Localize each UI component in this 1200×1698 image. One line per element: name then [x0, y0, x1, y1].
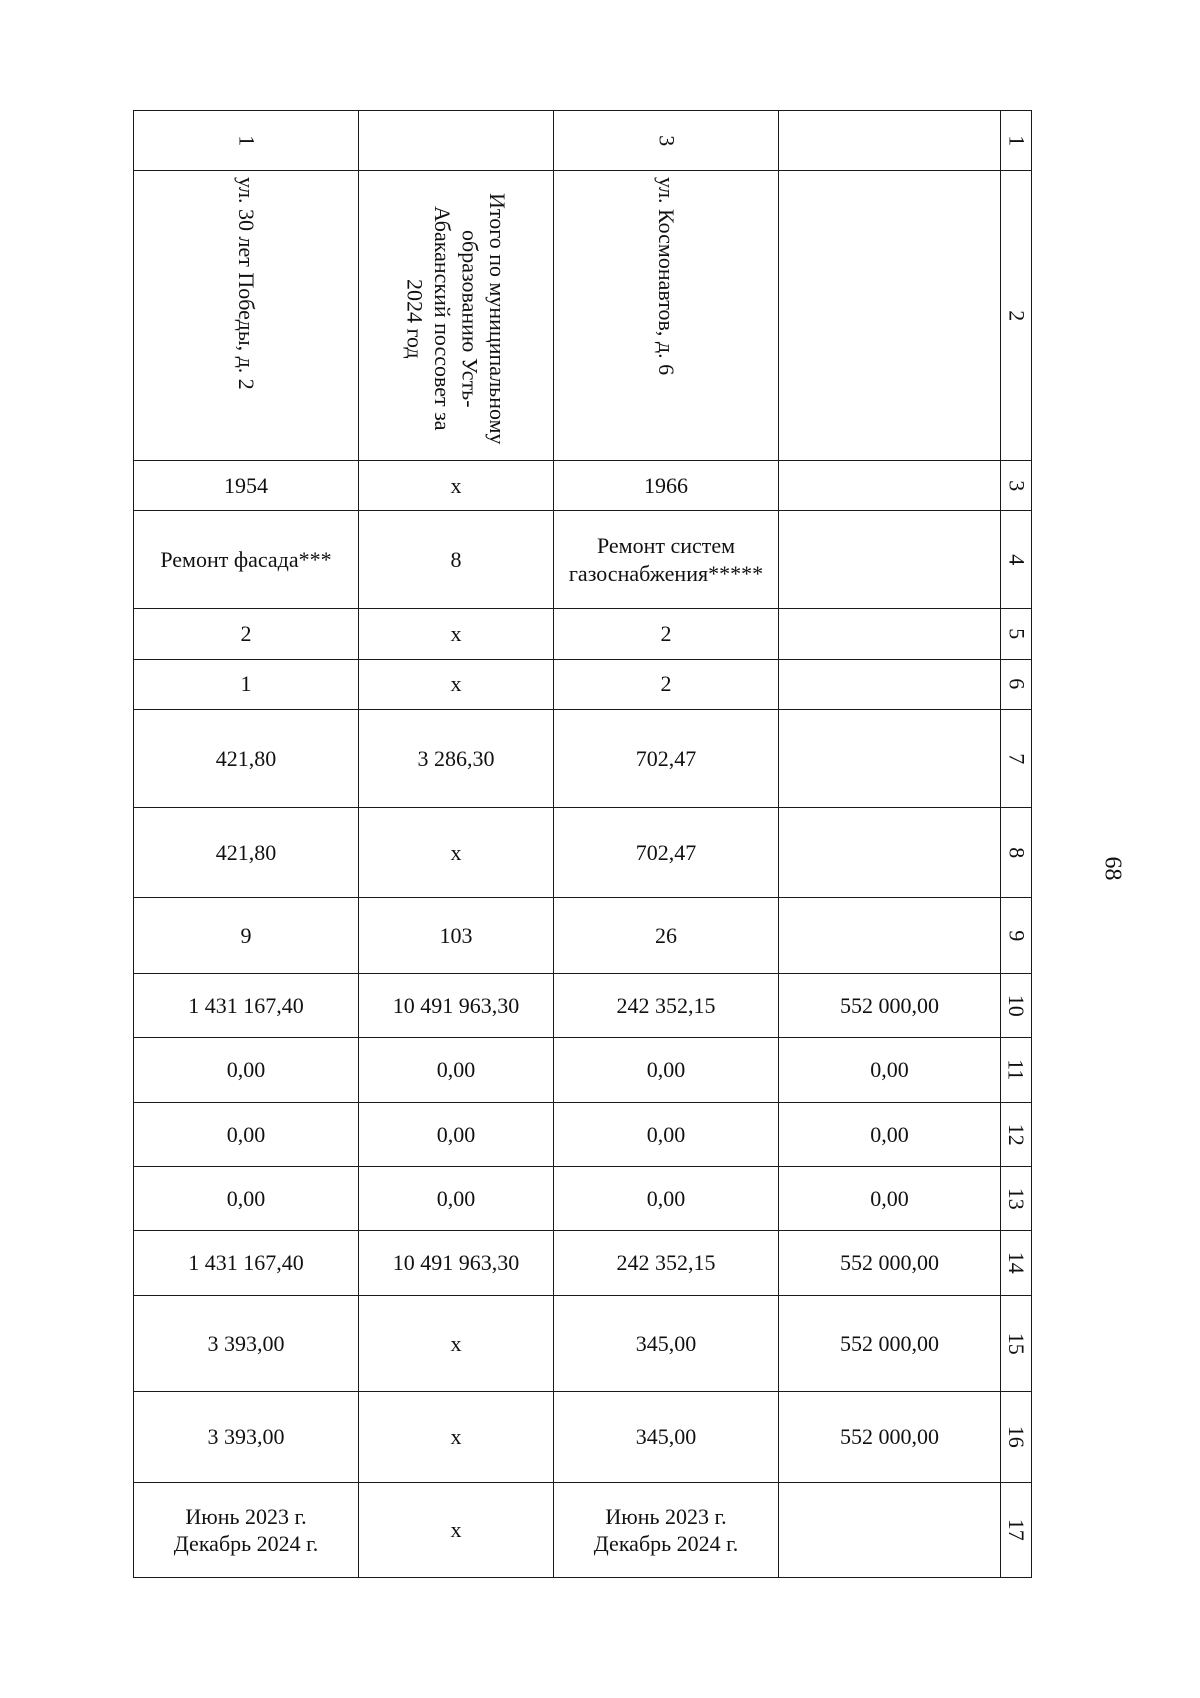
- data-cell: [359, 1166, 554, 1230]
- cell-value: Ремонт фасада***: [160, 546, 332, 572]
- data-cell: [779, 1166, 1001, 1230]
- table-row: [134, 1392, 1032, 1483]
- address-cell: [134, 171, 359, 460]
- cell-value: Июнь 2023 г. Декабрь 2024 г.: [173, 1503, 319, 1557]
- cell-value: 2: [660, 621, 672, 647]
- cell-value: 9: [240, 922, 252, 948]
- data-cell: [554, 1166, 779, 1230]
- data-cell: [359, 609, 554, 659]
- data-cell: [359, 1392, 554, 1483]
- cell-value: х: [450, 1424, 462, 1450]
- cell-value: 552 000,00: [840, 992, 939, 1018]
- cell-value: 242 352,15: [616, 992, 716, 1018]
- column-number-cell: [554, 111, 779, 171]
- row-label: 1: [1003, 135, 1029, 147]
- row-label: 11: [1003, 1059, 1029, 1081]
- cell-value: 3 393,00: [207, 1330, 285, 1356]
- cell-value: Ремонт систем газоснабжения*****: [568, 533, 764, 586]
- data-cell: [134, 1102, 359, 1166]
- cell-value: 3 393,00: [207, 1424, 285, 1450]
- data-cell: [134, 510, 359, 608]
- cell-value: 345,00: [635, 1330, 697, 1356]
- row-label: 3: [1003, 479, 1029, 491]
- row-label-cell: [1001, 974, 1032, 1038]
- cell-value: 1 431 167,40: [188, 1250, 304, 1276]
- address-text: ул. Космонавтов, д. 6: [653, 177, 679, 376]
- table-row: [134, 111, 1032, 171]
- address-text: Итого по муниципальному образованию Усть-Абаканский поссовет за 2024 год: [402, 192, 510, 445]
- data-cell: [359, 1038, 554, 1102]
- data-cell: [359, 974, 554, 1038]
- table-row: [134, 609, 1032, 659]
- data-cell: [779, 1102, 1001, 1166]
- row-label: 5: [1003, 628, 1029, 640]
- cell-value: 421,80: [215, 745, 277, 771]
- data-cell: [554, 1038, 779, 1102]
- data-cell: [359, 659, 554, 709]
- data-cell: [134, 897, 359, 973]
- table-row: [134, 709, 1032, 807]
- data-cell: [779, 897, 1001, 973]
- table-row: [134, 897, 1032, 973]
- cell-value: 0,00: [226, 1121, 266, 1147]
- data-cell: [134, 659, 359, 709]
- cell-value: 1 431 167,40: [188, 992, 304, 1018]
- data-cell: [134, 709, 359, 807]
- cell-value: 0,00: [646, 1185, 686, 1211]
- row-label: 7: [1003, 753, 1029, 765]
- row-label-cell: [1001, 171, 1032, 460]
- table-row: [134, 1102, 1032, 1166]
- data-cell: [554, 1483, 779, 1578]
- cell-value: 3 286,30: [417, 745, 495, 771]
- row-label-cell: [1001, 1231, 1032, 1295]
- row-label-cell: [1001, 1102, 1032, 1166]
- cell-value: 10 491 963,30: [392, 992, 520, 1018]
- data-cell: [779, 510, 1001, 608]
- cell-value: х: [450, 472, 462, 498]
- table-row: [134, 1483, 1032, 1578]
- cell-value: х: [450, 1330, 462, 1356]
- data-cell: [134, 808, 359, 897]
- address-cell: [359, 171, 554, 460]
- data-cell: [554, 1102, 779, 1166]
- table-row: [134, 659, 1032, 709]
- data-cell: [359, 709, 554, 807]
- cell-value: 2: [660, 671, 672, 697]
- row-label-cell: [1001, 1483, 1032, 1578]
- row-label: 8: [1003, 847, 1029, 858]
- data-cell: [359, 460, 554, 510]
- row-label-cell: [1001, 1038, 1032, 1102]
- data-cell: [134, 1038, 359, 1102]
- cell-value: 1954: [224, 472, 268, 498]
- table-row: [134, 171, 1032, 460]
- column-number: 3: [653, 135, 679, 147]
- data-cell: [779, 1231, 1001, 1295]
- row-label: 4: [1003, 554, 1029, 566]
- row-label-cell: [1001, 808, 1032, 897]
- data-cell: [779, 659, 1001, 709]
- cell-value: 10 491 963,30: [392, 1250, 520, 1276]
- cell-value: 0,00: [646, 1057, 686, 1083]
- data-cell: [554, 460, 779, 510]
- row-label-cell: [1001, 510, 1032, 608]
- cell-value: х: [450, 621, 462, 647]
- data-cell: [554, 659, 779, 709]
- row-label: 13: [1003, 1187, 1029, 1210]
- row-label: 15: [1003, 1332, 1029, 1355]
- data-cell: [779, 609, 1001, 659]
- table-row: [134, 808, 1032, 897]
- data-cell: [134, 1166, 359, 1230]
- cell-value: 702,47: [635, 745, 697, 771]
- cell-value: 1966: [644, 472, 688, 498]
- row-label-cell: [1001, 111, 1032, 171]
- column-number-cell: [779, 111, 1001, 171]
- cell-value: 0,00: [436, 1185, 476, 1211]
- cell-value: х: [450, 671, 462, 697]
- row-label-cell: [1001, 897, 1032, 973]
- data-cell: [554, 510, 779, 608]
- address-cell: [779, 171, 1001, 460]
- row-label: 16: [1003, 1426, 1029, 1449]
- row-label: 2: [1003, 309, 1029, 321]
- cell-value: 103: [439, 922, 473, 948]
- cell-value: 552 000,00: [840, 1424, 939, 1450]
- data-cell: [359, 808, 554, 897]
- data-cell: [554, 974, 779, 1038]
- cell-value: 421,80: [215, 839, 277, 865]
- row-label: 14: [1003, 1251, 1029, 1274]
- table-row: [134, 974, 1032, 1038]
- cell-value: 0,00: [226, 1057, 266, 1083]
- row-label-cell: [1001, 460, 1032, 510]
- row-label: 9: [1003, 929, 1029, 941]
- cell-value: 242 352,15: [616, 1250, 716, 1276]
- column-number: 1: [233, 135, 259, 147]
- table-row: [134, 1166, 1032, 1230]
- data-cell: [554, 1392, 779, 1483]
- table-row: [134, 460, 1032, 510]
- data-cell: [134, 1483, 359, 1578]
- data-cell: [554, 1231, 779, 1295]
- cell-value: 702,47: [635, 839, 697, 865]
- cell-value: 1: [240, 671, 252, 697]
- table-row: [134, 1038, 1032, 1102]
- cell-value: 8: [450, 546, 462, 572]
- cell-value: 0,00: [870, 1057, 909, 1083]
- table-row: [134, 510, 1032, 608]
- column-number-cell: [359, 111, 554, 171]
- data-cell: [359, 1102, 554, 1166]
- address-cell: [554, 171, 779, 460]
- row-label: 6: [1003, 678, 1029, 690]
- cell-value: 0,00: [436, 1121, 476, 1147]
- row-label-cell: [1001, 609, 1032, 659]
- table-row: [134, 1231, 1032, 1295]
- data-cell: [359, 1231, 554, 1295]
- cell-value: 0,00: [870, 1185, 909, 1211]
- data-cell: [779, 1392, 1001, 1483]
- page-number: 68: [1099, 856, 1126, 881]
- data-cell: [359, 1483, 554, 1578]
- data-cell: [779, 1483, 1001, 1578]
- data-cell: [554, 709, 779, 807]
- data-table: [133, 110, 1032, 1578]
- data-cell: [359, 1295, 554, 1391]
- data-cell: [134, 609, 359, 659]
- cell-value: Июнь 2023 г. Декабрь 2024 г.: [593, 1503, 739, 1557]
- address-text: ул. 30 лет Победы, д. 2: [233, 177, 259, 391]
- row-label-cell: [1001, 1166, 1032, 1230]
- row-label-cell: [1001, 659, 1032, 709]
- row-label: 12: [1003, 1123, 1029, 1146]
- column-number-cell: [134, 111, 359, 171]
- cell-value: х: [450, 1517, 462, 1543]
- row-label-cell: [1001, 1392, 1032, 1483]
- data-cell: [779, 974, 1001, 1038]
- data-cell: [779, 460, 1001, 510]
- data-cell: [554, 609, 779, 659]
- table-row: [134, 1295, 1032, 1391]
- data-cell: [134, 1231, 359, 1295]
- data-cell: [359, 897, 554, 973]
- data-cell: [779, 1295, 1001, 1391]
- cell-value: 0,00: [870, 1121, 909, 1147]
- data-cell: [134, 974, 359, 1038]
- data-cell: [779, 808, 1001, 897]
- cell-value: х: [450, 839, 462, 865]
- cell-value: 26: [655, 922, 677, 948]
- data-cell: [134, 1295, 359, 1391]
- row-label-cell: [1001, 709, 1032, 807]
- data-cell: [779, 1038, 1001, 1102]
- data-cell: [134, 460, 359, 510]
- row-label-cell: [1001, 1295, 1032, 1391]
- data-cell: [554, 897, 779, 973]
- data-cell: [359, 510, 554, 608]
- data-cell: [554, 808, 779, 897]
- data-cell: [779, 709, 1001, 807]
- data-cell: [554, 1295, 779, 1391]
- cell-value: 0,00: [226, 1185, 266, 1211]
- row-label: 10: [1003, 994, 1029, 1017]
- cell-value: 0,00: [436, 1057, 476, 1083]
- cell-value: 552 000,00: [840, 1250, 939, 1276]
- cell-value: 0,00: [646, 1121, 686, 1147]
- data-cell: [134, 1392, 359, 1483]
- cell-value: 552 000,00: [840, 1330, 939, 1356]
- cell-value: 2: [240, 621, 252, 647]
- cell-value: 345,00: [635, 1424, 697, 1450]
- row-label: 17: [1003, 1519, 1029, 1542]
